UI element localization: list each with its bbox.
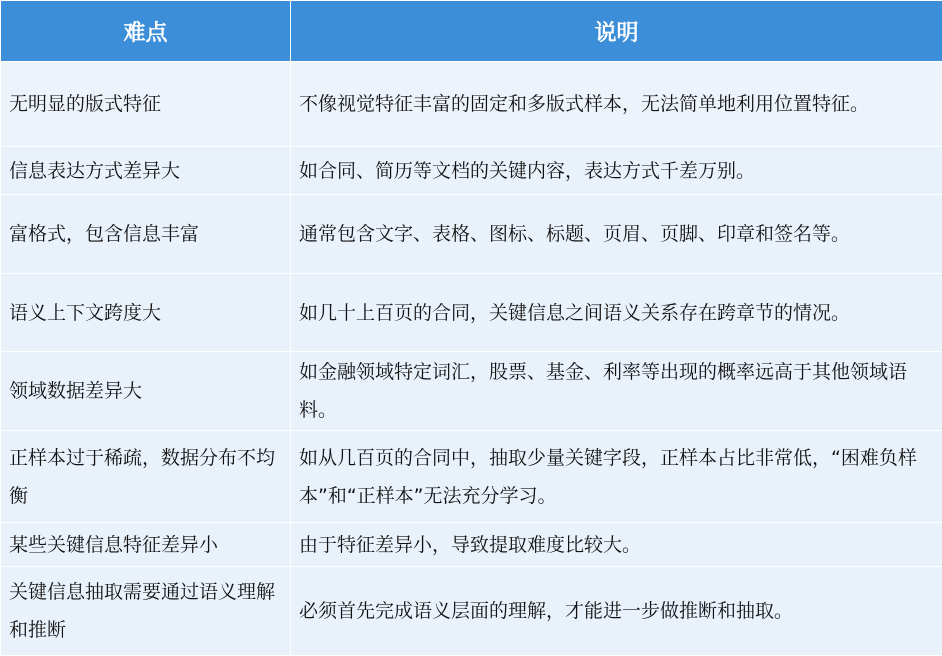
table-row	[1, 523, 942, 567]
table-row	[1, 147, 942, 195]
difficulty-cell: 正样本过于稀疏，数据分布不均衡	[1, 431, 291, 523]
table-row	[1, 352, 942, 431]
header-difficulty: 难点	[1, 1, 291, 62]
description-cell: 如合同、简历等文档的关键内容，表达方式千差万别。	[291, 147, 942, 195]
difficulty-cell: 无明显的版式特征	[1, 62, 291, 147]
difficulty-cell: 领域数据差异大	[1, 352, 291, 431]
description-cell: 如金融领域特定词汇，股票、基金、利率等出现的概率远高于其他领域语料。	[291, 352, 942, 431]
description-cell: 由于特征差异小，导致提取难度比较大。	[291, 523, 942, 567]
header-description: 说明	[291, 1, 942, 62]
table-row	[1, 274, 942, 352]
difficulty-cell: 某些关键信息特征差异小	[1, 523, 291, 567]
difficulty-cell: 信息表达方式差异大	[1, 147, 291, 195]
description-cell: 如从几百页的合同中，抽取少量关键字段，正样本占比非常低，“困难负样本”和“正样本”无法充分学习。	[291, 431, 942, 523]
description-cell: 必须首先完成语义层面的理解，才能进一步做推断和抽取。	[291, 567, 942, 656]
table-row	[1, 62, 942, 147]
difficulty-cell: 富格式，包含信息丰富	[1, 195, 291, 274]
table-row	[1, 431, 942, 523]
table-header-row	[1, 1, 942, 62]
difficulty-cell: 语义上下文跨度大	[1, 274, 291, 352]
table-row	[1, 567, 942, 656]
description-cell: 如几十上百页的合同，关键信息之间语义关系存在跨章节的情况。	[291, 274, 942, 352]
difficulty-cell: 关键信息抽取需要通过语义理解和推断	[1, 567, 291, 656]
description-cell: 通常包含文字、表格、图标、标题、页眉、页脚、印章和签名等。	[291, 195, 942, 274]
description-cell: 不像视觉特征丰富的固定和多版式样本，无法简单地利用位置特征。	[291, 62, 942, 147]
table-row	[1, 195, 942, 274]
